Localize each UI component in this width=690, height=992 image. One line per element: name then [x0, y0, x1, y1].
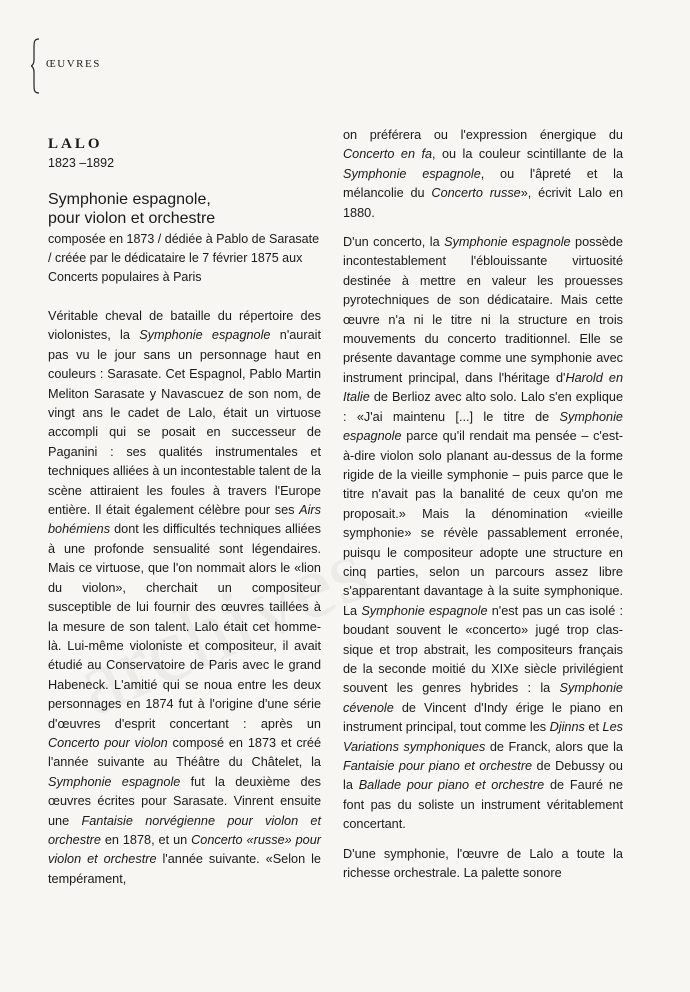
italic-title: Symphonie espagnole — [139, 328, 271, 343]
italic-title: Djinns — [549, 720, 585, 735]
italic-title: Fantaisie pour piano et orchestre — [343, 759, 533, 773]
body-paragraph: Véritable cheval de bataille du répertoire des violonistes, la Symphonie espagnole n'aurait pas vu le jour sans un personnage haut en couleurs : Sarasate. Cet Espagnol, Pablo Martin Meliton Sarasate y Navascuez de son nom, de vingt ans le cadet de Lalo, était un virtuose accompli qui se posait en successeur de Paganini : ses qualités instrumentales et techniques alliées à un incontestable talent de la scène attiraient les foules à travers l'Europe entière. Il était également célèbre pour ses Airs bohémiens dont les difficultés techniques alliées à une profonde sensualité sont légendaires. Mais ce virtuose, que l'on nommait alors le «lion du violon», cherchait un compositeur susceptible de lui fournir des œuvres taillées à la mesure de son talent. Lalo était cet homme-là. Lui-même violoniste et compositeur, il avait étudié au Conservatoire de Paris avec le grand Habeneck. L'amitié qui se noua entre les deux personnages en 1874 fut à l'origine d'une série d'œuvres d'esprit concertant : après un Concerto pour violon composé en 1873 et créé l'année suivante au Théâtre du Châtelet, la Symphonie espagnole fut la deuxième des œuvres écrites pour Sarasate. Vinrent ensuite une Fantaisie norvégienne pour violon et orchestre en 1878, et un Concerto «russe» pour violon et orchestre l'année suivante. «Selon le tempérament, — [48, 309, 322, 886]
italic-title: Symphonie espagnole — [343, 409, 623, 444]
italic-title: Ballade pour piano et orchestre — [358, 778, 545, 793]
section-label: ŒUVRES — [46, 58, 101, 70]
body-paragraph: on préférera ou l'expression énergique du Concerto en fa, ou la couleur scintillante de la Symphonie espagnole, ou l'âpreté et la mélancolie du Concerto russe», écrivit Lalo en 1880. — [343, 128, 624, 220]
curly-brace-icon — [30, 38, 40, 94]
work-title — [48, 190, 321, 228]
italic-title: Symphonie espagnole — [444, 235, 571, 250]
body-paragraph: D'un concerto, la Symphonie espagnole possède incontestablement l'éblouissante virtuosité destinée à mettre en valeur les prouesses pyrotechniques de son dédicataire. Mais cette œuvre n'a ni le titre ni la structure en trois mouvements du concerto traditionnel. Elle se présente davantage comme une symphonie avec instrument principal, dans l'héritage d'Harold en Italie de Berlioz avec alto solo. Lalo s'en explique : «J'ai maintenu [...] le titre de Symphonie espagnole parce qu'il rendait ma pensée – c'est-à-dire violon solo planant au-dessus de la forme rigide de la vieille symphonie – puis parce que le titre n'avait pas la banalité de ceux qu'on me proposait.» Mais la dénomination «vieille symphonie» se révèle passablement erronée, puisqu le compositeur adopte une structure en cinq parties, selon un parcours assez libre s'apparentant davantage à la suite symphonique. La Symphonie espagnole n'est pas un cas isolé : boudant souvent le «concerto» jugé trop classique et trop abstrait, les compositeurs français de la seconde moitié du XIXe siècle privilégient souvent les genres hybrides : la Symphonie cévenole de Vincent d'Indy érige le piano en instrument principal, tout comme les Djinns et Les Variations symphoniques de Franck, alors que la Fantaisie pour piano et orchestre de Debussy ou la Ballade pour piano et orchestre de Fauré ne font pas du soliste un instrument véritablement concertant. — [343, 235, 624, 832]
italic-title: Symphonie espagnole — [361, 603, 488, 618]
composer-name: LALO — [48, 136, 103, 152]
italic-title: Concerto «russe» pour violon et orchestre — [48, 832, 322, 867]
italic-title: Airs bohémiens — [48, 503, 321, 537]
composer-dates: 1823 –1892 — [48, 156, 115, 170]
italic-title: Harold en Italie — [343, 370, 624, 405]
italic-title: Concerto russe — [431, 186, 521, 201]
italic-title: Concerto en fa — [343, 147, 433, 162]
work-title-line-1: Symphonie espagnole, — [48, 191, 211, 208]
italic-title: Symphonie cévenole — [343, 681, 623, 715]
italic-title: Symphonie espagnole — [343, 166, 481, 181]
work-details: composée en 1873 / dédiée à Pablo de Sarasate / créée par le dédicataire le 7 février 1875 aux Concerts populaires à Paris — [48, 232, 320, 284]
italic-title: Fantaisie norvégienne pour violon et orchestre — [48, 813, 321, 847]
work-title-line-2: pour violon et orchestre — [48, 210, 216, 227]
italic-title: Symphonie espagnole — [48, 774, 181, 789]
right-column — [343, 126, 623, 883]
italic-title: Concerto pour violon — [48, 735, 168, 750]
left-column — [48, 126, 321, 889]
italic-title: Les Variations symphoniques — [343, 720, 623, 754]
body-paragraph: D'une symphonie, l'œuvre de Lalo a toute la richesse orchestrale. La palette sonore — [343, 846, 623, 881]
